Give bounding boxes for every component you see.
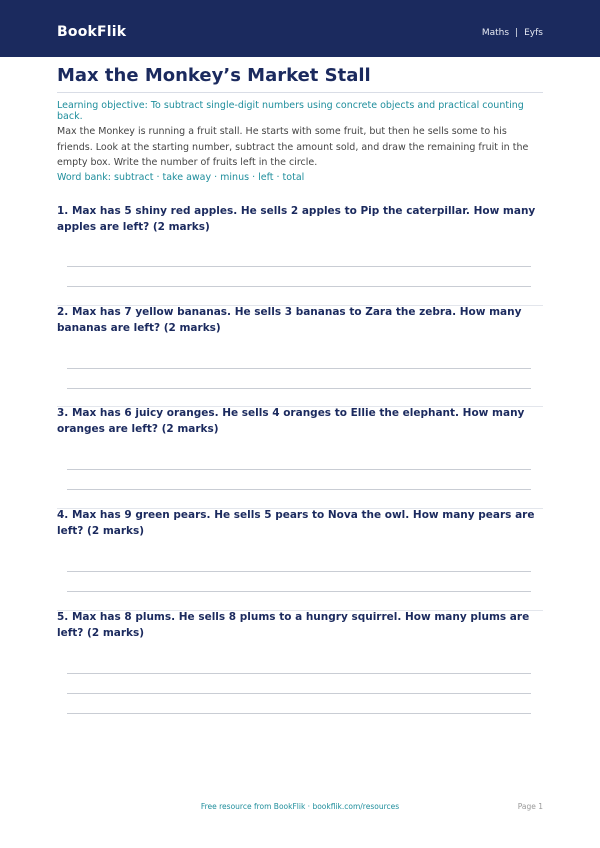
answer-line[interactable] [67,571,531,572]
instructions-paragraph: Max the Monkey is running a fruit stall. He starts with some fruit, but then he sells some to his friends. Look at the starting number, subtract the amount sold, and draw the remaining fruit in the empty box. Write the number of fruits left in the circle. [57,126,529,168]
answer-line[interactable] [67,673,531,674]
brand-logo[interactable]: BookFlik [57,24,127,40]
answer-line[interactable] [67,266,531,267]
answer-line[interactable] [67,713,531,714]
learning-objective: Learning objective: To subtract single-digit numbers using concrete objects and practical counting back. [57,100,524,122]
question-1: 1. Max has 5 shiny red apples. He sells 2 apples to Pip the caterpillar. How many apples are left? (2 marks) [57,205,536,233]
level-label: Eyfs [524,28,543,38]
answer-line[interactable] [67,286,531,287]
breadcrumb-separator: | [515,28,519,38]
answer-line[interactable] [67,469,531,470]
answer-line[interactable] [67,693,531,694]
title-divider [57,92,543,93]
question-2: 2. Max has 7 yellow bananas. He sells 3 bananas to Zara the zebra. How many bananas are left? (2 marks) [57,306,522,334]
word-bank: Word bank: subtract · take away · minus · left · total [57,172,305,183]
answer-line[interactable] [67,388,531,389]
worksheet-title: Max the Monkey’s Market Stall [57,65,371,86]
subject-breadcrumb [482,28,543,38]
question-4: 4. Max has 9 green pears. He sells 5 pears to Nova the owl. How many pears are left? (2 marks) [57,509,535,537]
answer-line[interactable] [67,368,531,369]
page-header [0,0,600,57]
answer-line[interactable] [67,591,531,592]
question-3: 3. Max has 6 juicy oranges. He sells 4 oranges to Ellie the elephant. How many oranges are left? (2 marks) [57,407,525,435]
footer-credit[interactable]: Free resource from BookFlik · bookflik.com/resources [200,802,400,811]
subject-label: Maths [481,28,510,38]
question-5: 5. Max has 8 plums. He sells 8 plums to a hungry squirrel. How many plums are left? (2 marks) [57,611,530,639]
answer-line[interactable] [67,489,531,490]
page-number: Page 1 [517,802,543,811]
